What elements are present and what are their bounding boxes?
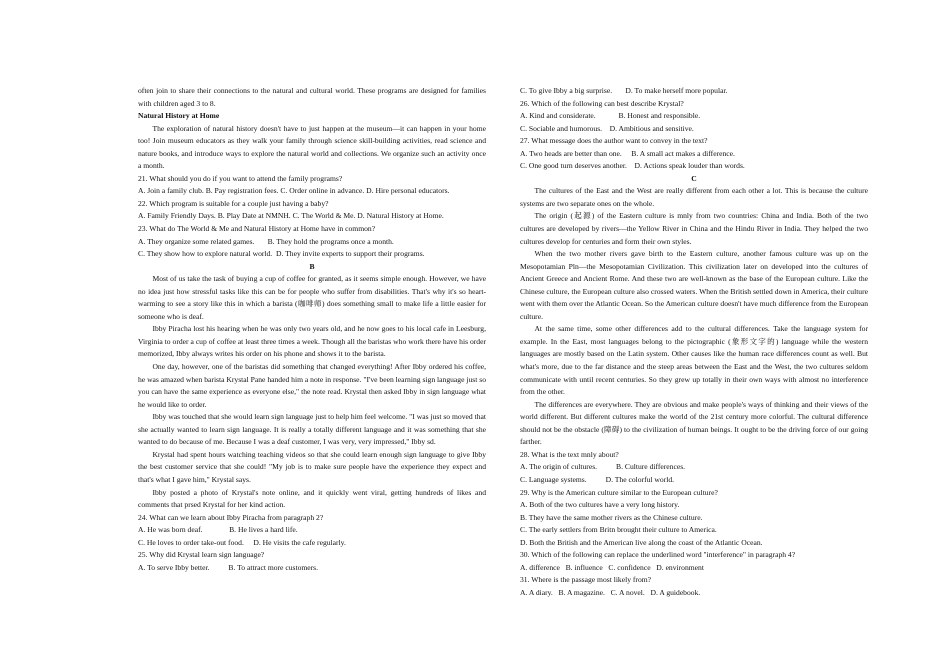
question-25-options-cd: C. To give Ibby a big surprise. D. To make herself more popular. — [520, 86, 728, 95]
question-29: 29. Why is the American culture similar to the European culture? — [520, 487, 718, 497]
paragraph: The exploration of natural history doesn't have to just happen at the museum—it can happen in your home too! Join museum educators as they walk your family through science skill-building activities, read science and nature books, and introduce ways to explore the natural world and collections. We organize such an activity once a month. — [138, 123, 486, 171]
question-22-options: A. Family Friendly Days. B. Play Date at NMNH. C. The World & Me. D. Natural History at Home. — [138, 211, 444, 221]
question-21: 21. What should you do if you want to attend the family programs? — [138, 173, 343, 183]
question-29-option-b: B. They have the same mother rivers as the Chinese culture. — [520, 512, 703, 522]
paragraph: When the two mother rivers gave birth to the Eastern culture, another famous culture was up on the Mesopotamian Pln—the Mesopotamian Civilization. This civilization later on developed into the cultures of Ancient Greece and Ancient Rome. And these two are well-known as the base of the European culture. Like the Chinese culture, the European culture also crossed waters. When the British settled down in America, their culture went with them over the Atlantic Ocean. So the American culture doesn't have much difference from the European culture. — [520, 249, 868, 321]
question-29-option-c: C. The early settlers from Britn brought their culture to America. — [520, 525, 717, 535]
section-label-c: C — [691, 173, 697, 183]
right-column — [520, 85, 868, 599]
question-27-options-ab: A. Two heads are better than one. B. A small act makes a difference. — [520, 148, 735, 158]
question-27-options-cd: C. One good turn deserves another. D. Actions speak louder than words. — [520, 161, 745, 171]
paragraph: One day, however, one of the baristas did something that changed everything! After Ibby ordered his coffee, he was amazed when barista Krystal Pane handed him a note in response. "I've been learning sign language just so you can have the same experience as everyone else," the note read. Krystal then asked Ibby in sign language what he would like to order. — [138, 362, 486, 409]
paragraph: At the same time, some other differences add to the cultural differences. Take the language system for example. In the East, most languages belong to the pictographic (象形文字的) language while the western languages are mostly based on the Latin system. Other causes like the human race differences count as well. But what's more, due to the far distance and the steep areas between the East and the West, the two cultures seldom communicate with until recent centuries. So they grew up totally in their own ways with almost no interference from the other. — [520, 324, 868, 397]
question-24-options-ab: A. He was born deaf. B. He lives a hard life. — [138, 525, 298, 535]
paragraph: Ibby posted a photo of Krystal's note online, and it quickly went viral, getting hundreds of likes and comments that prsed Krystal for her kind action. — [138, 487, 486, 510]
question-23-options-ab: A. They organize some related games. B. They hold the programs once a month. — [138, 236, 394, 246]
question-23: 23. What do The World & Me and Natural History at Home have in common? — [138, 224, 376, 234]
question-31-options: A. A diary. B. A magazine. C. A novel. D. A guidebook. — [520, 587, 701, 597]
question-28-options-cd: C. Language systems. D. The colorful world. — [520, 474, 675, 484]
question-26: 26. Which of the following can best describe Krystal? — [520, 98, 684, 108]
question-25-options-ab: A. To serve Ibby better. B. To attract more customers. — [138, 562, 319, 572]
question-21-options: A. Join a family club. B. Pay registration fees. C. Order online in advance. D. Hire personal educators. — [138, 186, 450, 196]
question-26-options-cd: C. Sociable and humorous. D. Ambitious and sensitive. — [520, 123, 694, 133]
question-25: 25. Why did Krystal learn sign language? — [138, 550, 265, 560]
paragraph: The cultures of the East and the West are really different from each other a lot. This is because the culture systems are two separate ones on the whole. — [520, 186, 868, 208]
question-24: 24. What can we learn about Ibby Piracha from paragraph 2? — [138, 512, 324, 522]
left-column — [138, 85, 486, 574]
paragraph: often join to share their connections to the natural and cultural world. These programs are designed for families with children aged 3 to 8. — [138, 86, 486, 108]
section-label-b: B — [309, 261, 315, 271]
question-23-options-cd: C. They show how to explore natural world. D. They invite experts to support their programs. — [138, 249, 425, 259]
paragraph: Ibby Piracha lost his hearing when he was only two years old, and he now goes to his local cafe in Leesburg, Virginia to order a cup of coffee at least three times a week. Though all the baristas who work there have his order memorized, Ibby always writes his order on his phone and shows it to the barista. — [138, 324, 486, 359]
question-29-option-d: D. Both the British and the American live along the coast of the Atlantic Ocean. — [520, 537, 763, 547]
section-heading: Natural History at Home — [138, 111, 220, 121]
question-24-options-cd: C. He loves to order take-out food. D. He visits the cafe regularly. — [138, 537, 346, 547]
question-28-options-ab: A. The origin of cultures. B. Culture differences. — [520, 462, 686, 472]
question-29-option-a: A. Both of the two cultures have a very long history. — [520, 500, 680, 510]
question-28: 28. What is the text mnly about? — [520, 449, 619, 459]
question-30-options: A. difference B. influence C. confidence D. environment — [520, 562, 704, 572]
question-26-options-ab: A. Kind and considerate. B. Honest and responsible. — [520, 111, 701, 121]
question-27: 27. What message does the author want to convey in the text? — [520, 136, 708, 146]
paragraph: The differences are everywhere. They are obvious and make people's ways of thinking and their views of the world different. But different cultures make the world of the 21st century more colorful. The cultural difference should not be the obstacle (障碍) to the civilization of human beings. It ought to be the driving force of our going farther. — [520, 399, 868, 447]
paragraph: Ibby was touched that she would learn sign language just to help him feel welcome. "I was just so moved that she actually wanted to learn sign language. It is really a totally different language and it was something that she wanted to do because of me. Because I was a deaf customer, I was very, very impressed," Ibby sd. — [138, 412, 486, 447]
paragraph: Most of us take the task of buying a cup of coffee for granted, as it seems simple enough. However, we have no idea just how stressful tasks like this can be for people who suffer from disabilities. That's why it's so heart-warming to see a story like this in which a barista (咖啡师) does something small to make life a little easier for someone who is deaf. — [138, 274, 486, 321]
question-22: 22. Which program is suitable for a couple just having a baby? — [138, 198, 329, 208]
paragraph: Krystal had spent hours watching teaching videos so that she could learn enough sign language to give Ibby the best customer service that she could! "My job is to make sure people have the experience they expect and that's what I gave him," Krystal says. — [138, 449, 486, 484]
question-31: 31. Where is the passage most likely from? — [520, 575, 652, 585]
paragraph: The origin (起源) of the Eastern culture is mnly from two countries: China and India. Both of the two cultures are developed by rivers—the Yellow River in China and the Hindu River in India. They helped the two cultures develop for centuries and form their own styles. — [520, 211, 868, 246]
question-30: 30. Which of the following can replace the underlined word "interference" in paragraph 4? — [520, 550, 796, 560]
